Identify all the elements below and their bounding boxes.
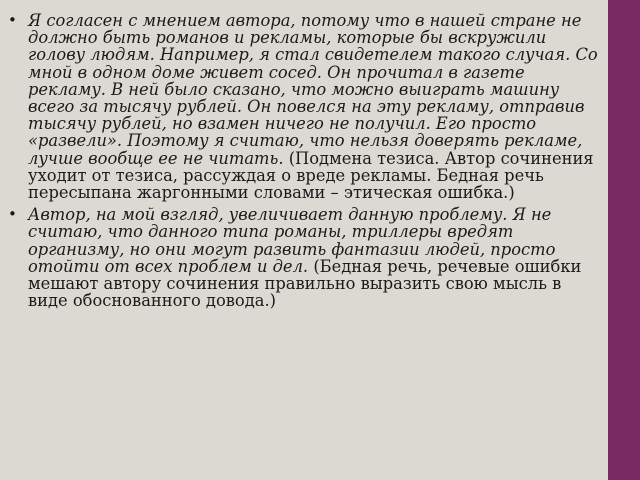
student-quote: Я согласен с мнением автора, потому что в нашей стране не должно быть романов и рекламы, которые бы вскружили голову людям. Например, я стал свидетелем такого случая. Со мной в одном доме живет сосед. Он прочитал в газете рекламу. В ней было сказано, что можно выиграть машину всего за тысячу рублей. Он повелся на эту рекламу, отправив тысячу рублей, но взамен ничего не получил. Его просто «развели». Поэтому я считаю, что нельзя доверять рекламе, лучше вообще ее не читать. [28,11,598,168]
student-quote: Автор, на мой взгляд, увеличивает данную проблему. Я не считаю, что данного типа романы, триллеры вредят организму, но они могут развить фантазии людей, просто отойти от всех проблем и дел. [28,205,556,276]
teacher-comment: (Подмена тезиса. Автор сочинения уходит от тезиса, рассуждая о вреде рекламы. Бедная речь пересыпана жаргонными словами – этическая ошибка.) [28,148,594,203]
accent-bar [608,0,640,480]
bullet-list [28,12,600,314]
teacher-comment: (Бедная речь, речевые ошибки мешают автору сочинения правильно выразить свою мысль в виде обоснованного довода.) [28,256,582,311]
bullet-item-1 [28,12,600,201]
bullet-item-2 [28,206,600,309]
